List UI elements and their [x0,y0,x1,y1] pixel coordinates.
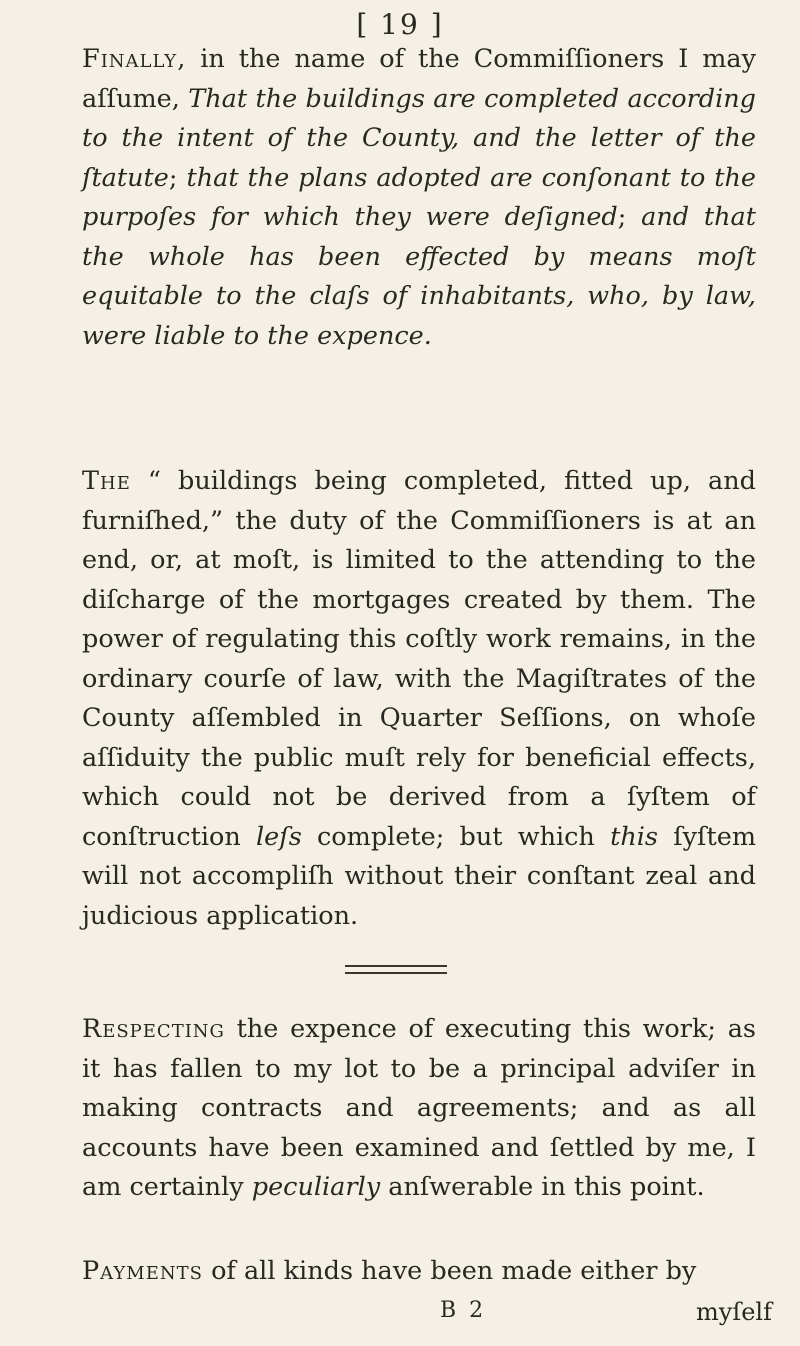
paragraph-text: ; [168,162,187,193]
paragraph-lead: The [82,466,131,496]
paragraph-text: “ buildings being completed, fitted up, and furniſhed,” the duty of the Commiſſioners is at an end, or, at moſt, is limited to the attending to the diſcharge of the mortgages created by them. The power of regulating this coſtly work remains, in the ordinary courſe of law, with the Magiſtrates of the County aſſembled in Quarter Seſſions, on whoſe aſſiduity the public muſt rely for beneficial effects, which could not be derived from a ſyſtem of conſtruction [82,466,756,852]
section-divider [345,972,447,974]
paragraph-text: in the name of the Commiſſioners I may aſſume, [82,44,756,114]
signature-mark: B 2 [440,1298,487,1323]
page-footer [0,1298,800,1338]
paragraph-text: the expence of executing this work; as it has fallen to my lot to be a principal adviſer in making contracts and agreements; and as all accounts have been examined and ſettled by me, I am certainly [82,1014,756,1202]
paragraph-lead: Finally, [82,44,187,74]
italic-text: that the plans adopted are conſonant to the purpoſes for which they were deſigned [82,162,756,232]
paragraph-lead: Respecting [82,1014,225,1044]
catchword: myſelf [696,1298,772,1326]
paragraph-text: ; [617,202,642,232]
paragraph-payments [82,1252,756,1292]
italic-text: That the buildings are completed according to the intent of the County, and the letter of the ſtatute [82,83,756,193]
paragraph-lead: Payments [82,1256,203,1286]
paragraph-text: ſyſtem will not accompliſh without their conſtant zeal and judicious application. [82,821,757,931]
paragraph-respecting [82,1010,756,1208]
italic-text: this [610,821,658,852]
italic-text: and that the whole has been effected by means moſt equitable to the claſs of inhabitants, who, by law, were liable to the expence. [82,202,756,351]
paragraph-text: anſwerable in this point. [380,1172,705,1202]
paragraph-text: of all kinds have been made either by [202,1256,697,1286]
italic-text: leſs [256,821,302,852]
paragraph-text: complete; but which [301,821,611,852]
page-number: [ 19 ] [356,8,444,41]
section-divider [345,965,447,967]
italic-text: peculiarly [251,1172,381,1202]
paragraph-finally [82,40,756,356]
paragraph-buildings [82,462,756,936]
